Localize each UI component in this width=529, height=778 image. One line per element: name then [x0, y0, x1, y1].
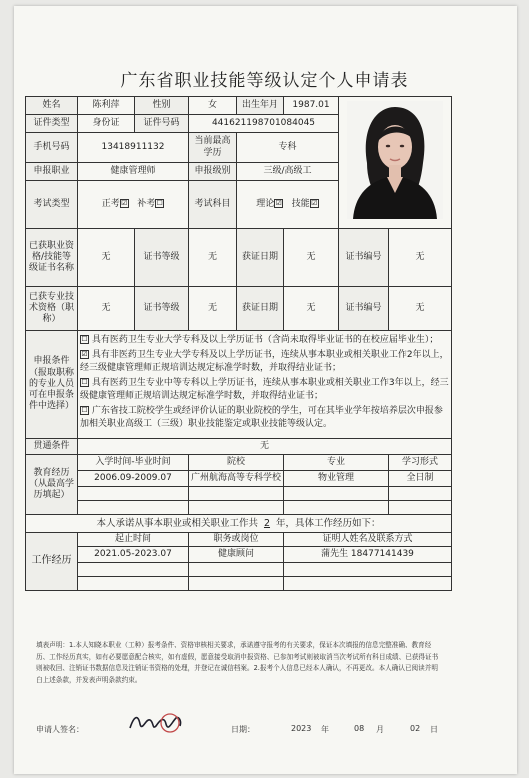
condition-item: ☐ 广东省技工院校学生或经评价认证的职业院校的学生，可在其毕业学年按培养层次申报参加相关职业高级工（三级）职业技能鉴定或职业技能等级认定。 — [80, 406, 443, 430]
table-row — [26, 471, 452, 487]
id-number-value: 441621198701084045 — [189, 115, 339, 133]
edu-school: 广州航海高等专科学校 — [189, 471, 284, 487]
condition-item: ☐ 具有医药卫生专业中等专科以上学历证书，连续从事本职业或相关职业工作3年以上，经三级健康管理师正规培训达规定标准学时数，并取得结业证书； — [80, 378, 449, 402]
work-history-label: 工作经历 — [26, 533, 78, 591]
form-title: 广东省职业技能等级认定个人申请表 — [120, 71, 409, 91]
condition-item: ☐ 具有医药卫生专业大学专科及以上学历证书（含尚未取得毕业证书的在校应届毕业生）； — [81, 335, 439, 345]
transfer-value: 无 — [78, 439, 452, 455]
edu-mode: 全日制 — [389, 471, 452, 487]
edu-header-period: 入学时间-毕业时间 — [78, 455, 189, 471]
id-number-label: 证件号码 — [135, 115, 189, 133]
edu-period: 2006.09-2009.07 — [78, 471, 189, 487]
exam-subject-options — [237, 181, 339, 229]
exam-subject-label: 考试科目 — [189, 181, 237, 229]
qualification-cert-name: 无 — [78, 229, 135, 287]
handwritten-signature — [126, 710, 186, 736]
skill-option: 技能 — [291, 198, 310, 209]
qualification-cert-label: 已获职业资格/技能等级证书名称 — [26, 229, 78, 287]
edu-header-mode: 学习形式 — [389, 455, 452, 471]
signature-label: 申请人签名： — [36, 725, 84, 734]
apply-level-label: 申报级别 — [189, 163, 237, 181]
condition-checkbox: ☐ — [81, 406, 88, 415]
education-history-label: 教育经历（从最高学历填起） — [26, 455, 78, 515]
condition-checkbox: ☑ — [81, 350, 88, 359]
qualification-level-label: 证书等级 — [135, 229, 189, 287]
qualification-number-value: 无 — [389, 229, 452, 287]
condition-checkbox: ☐ — [81, 378, 88, 387]
re-exam-option: 补考 — [137, 198, 156, 209]
declaration-text: 填表声明：1.本人知晓本职业（工种）报考条件、资格审核相关要求，承诺遵守报考的有关要求，保证本次填报的信息完整准确、教育经历、工作经历真实，如有必要愿意配合核实，如有虚假，愿意接受取消申报资格、已参加考试则被取消当次考试所有科目成绩、已获得证书则被收回、注销证书数据信息及注销证书资格的处理，并登记在诚信档案。2.报考个人信息已经本人确认，不再更改。本人确认已阅读并明白上述条款，并发表声明条款约束。 — [36, 641, 439, 684]
sign-month: 08 — [354, 724, 365, 733]
skill-checkbox: ☑ — [311, 198, 318, 207]
title-number-value: 无 — [389, 287, 452, 331]
occupation-label: 申报职业 — [26, 163, 78, 181]
conditions-label: 申报条件（报取职称的专业人员可在申报条件中选择） — [26, 331, 78, 439]
work-header-period: 起止时间 — [78, 533, 189, 547]
theory-checkbox: ☑ — [275, 198, 282, 207]
title-level-label: 证书等级 — [135, 287, 189, 331]
birth-value: 1987.01 — [284, 97, 339, 115]
first-exam-option: 正考 — [101, 198, 120, 209]
apply-level-value: 三级/高级工 — [237, 163, 339, 181]
application-form — [25, 96, 452, 591]
table-row — [26, 487, 452, 501]
gender-value: 女 — [189, 97, 237, 115]
re-exam-checkbox: ☐ — [156, 198, 163, 207]
qualification-number-label: 证书编号 — [339, 229, 389, 287]
name-value: 陈利萍 — [78, 97, 135, 115]
education-level-value: 专科 — [237, 133, 339, 163]
transfer-label: 贯通条件 — [26, 439, 78, 455]
name-label: 姓名 — [26, 97, 78, 115]
work-header-reference: 证明人姓名及联系方式 — [284, 533, 452, 547]
title-date-value: 无 — [284, 287, 339, 331]
phone-label: 手机号码 — [26, 133, 78, 163]
work-years: 2 — [263, 517, 271, 529]
exam-type-options — [78, 181, 189, 229]
id-type-label: 证件类型 — [26, 115, 78, 133]
birth-label: 出生年月 — [237, 97, 284, 115]
table-row — [26, 577, 452, 591]
id-type-value: 身份证 — [78, 115, 135, 133]
date-label: 日期： — [231, 725, 255, 734]
exam-type-label: 考试类型 — [26, 181, 78, 229]
applicant-photo — [347, 101, 443, 219]
table-row — [26, 547, 452, 563]
condition-checkbox: ☐ — [81, 335, 88, 343]
occupation-value: 健康管理师 — [78, 163, 189, 181]
photo-cell — [339, 97, 452, 229]
edu-header-major: 专业 — [284, 455, 389, 471]
title-cert-label: 已获专业技术资格（职称） — [26, 287, 78, 331]
theory-option: 理论 — [256, 198, 275, 209]
work-header-position: 职务或岗位 — [189, 533, 284, 547]
qualification-level-value: 无 — [189, 229, 237, 287]
title-date-label: 获证日期 — [237, 287, 284, 331]
gender-label: 性别 — [135, 97, 189, 115]
table-row — [26, 563, 452, 577]
education-level-label: 当前最高学历 — [189, 133, 237, 163]
work-period: 2021.05-2023.07 — [78, 547, 189, 563]
signature-row: 申请人签名： 日期： 2023 年 08 月 02 日 — [36, 724, 456, 735]
sign-day: 02 — [410, 724, 421, 733]
title-number-label: 证书编号 — [339, 287, 389, 331]
table-row — [26, 501, 452, 515]
conditions-list — [78, 331, 452, 439]
condition-item: ☑ 具有非医药卫生专业大学专科及以上学历证书，连续从事本职业或相关职业工作2年以上，经三级健康管理师正规培训达规定标准学时数，并取得结业证书； — [80, 350, 449, 374]
title-level-value: 无 — [189, 287, 237, 331]
work-commitment: 本人承诺从事本职业或相关职业工作共 2 年，具体工作经历如下： — [26, 515, 452, 533]
work-position: 健康顾问 — [189, 547, 284, 563]
phone-value: 13418911132 — [78, 133, 189, 163]
work-reference: 蒲先生 18477141439 — [284, 547, 452, 563]
title-cert-name: 无 — [78, 287, 135, 331]
edu-major: 物业管理 — [284, 471, 389, 487]
qualification-date-value: 无 — [284, 229, 339, 287]
qualification-date-label: 获证日期 — [237, 229, 284, 287]
first-exam-checkbox: ☑ — [121, 198, 128, 207]
sign-year: 2023 — [291, 724, 312, 733]
edu-header-school: 院校 — [189, 455, 284, 471]
